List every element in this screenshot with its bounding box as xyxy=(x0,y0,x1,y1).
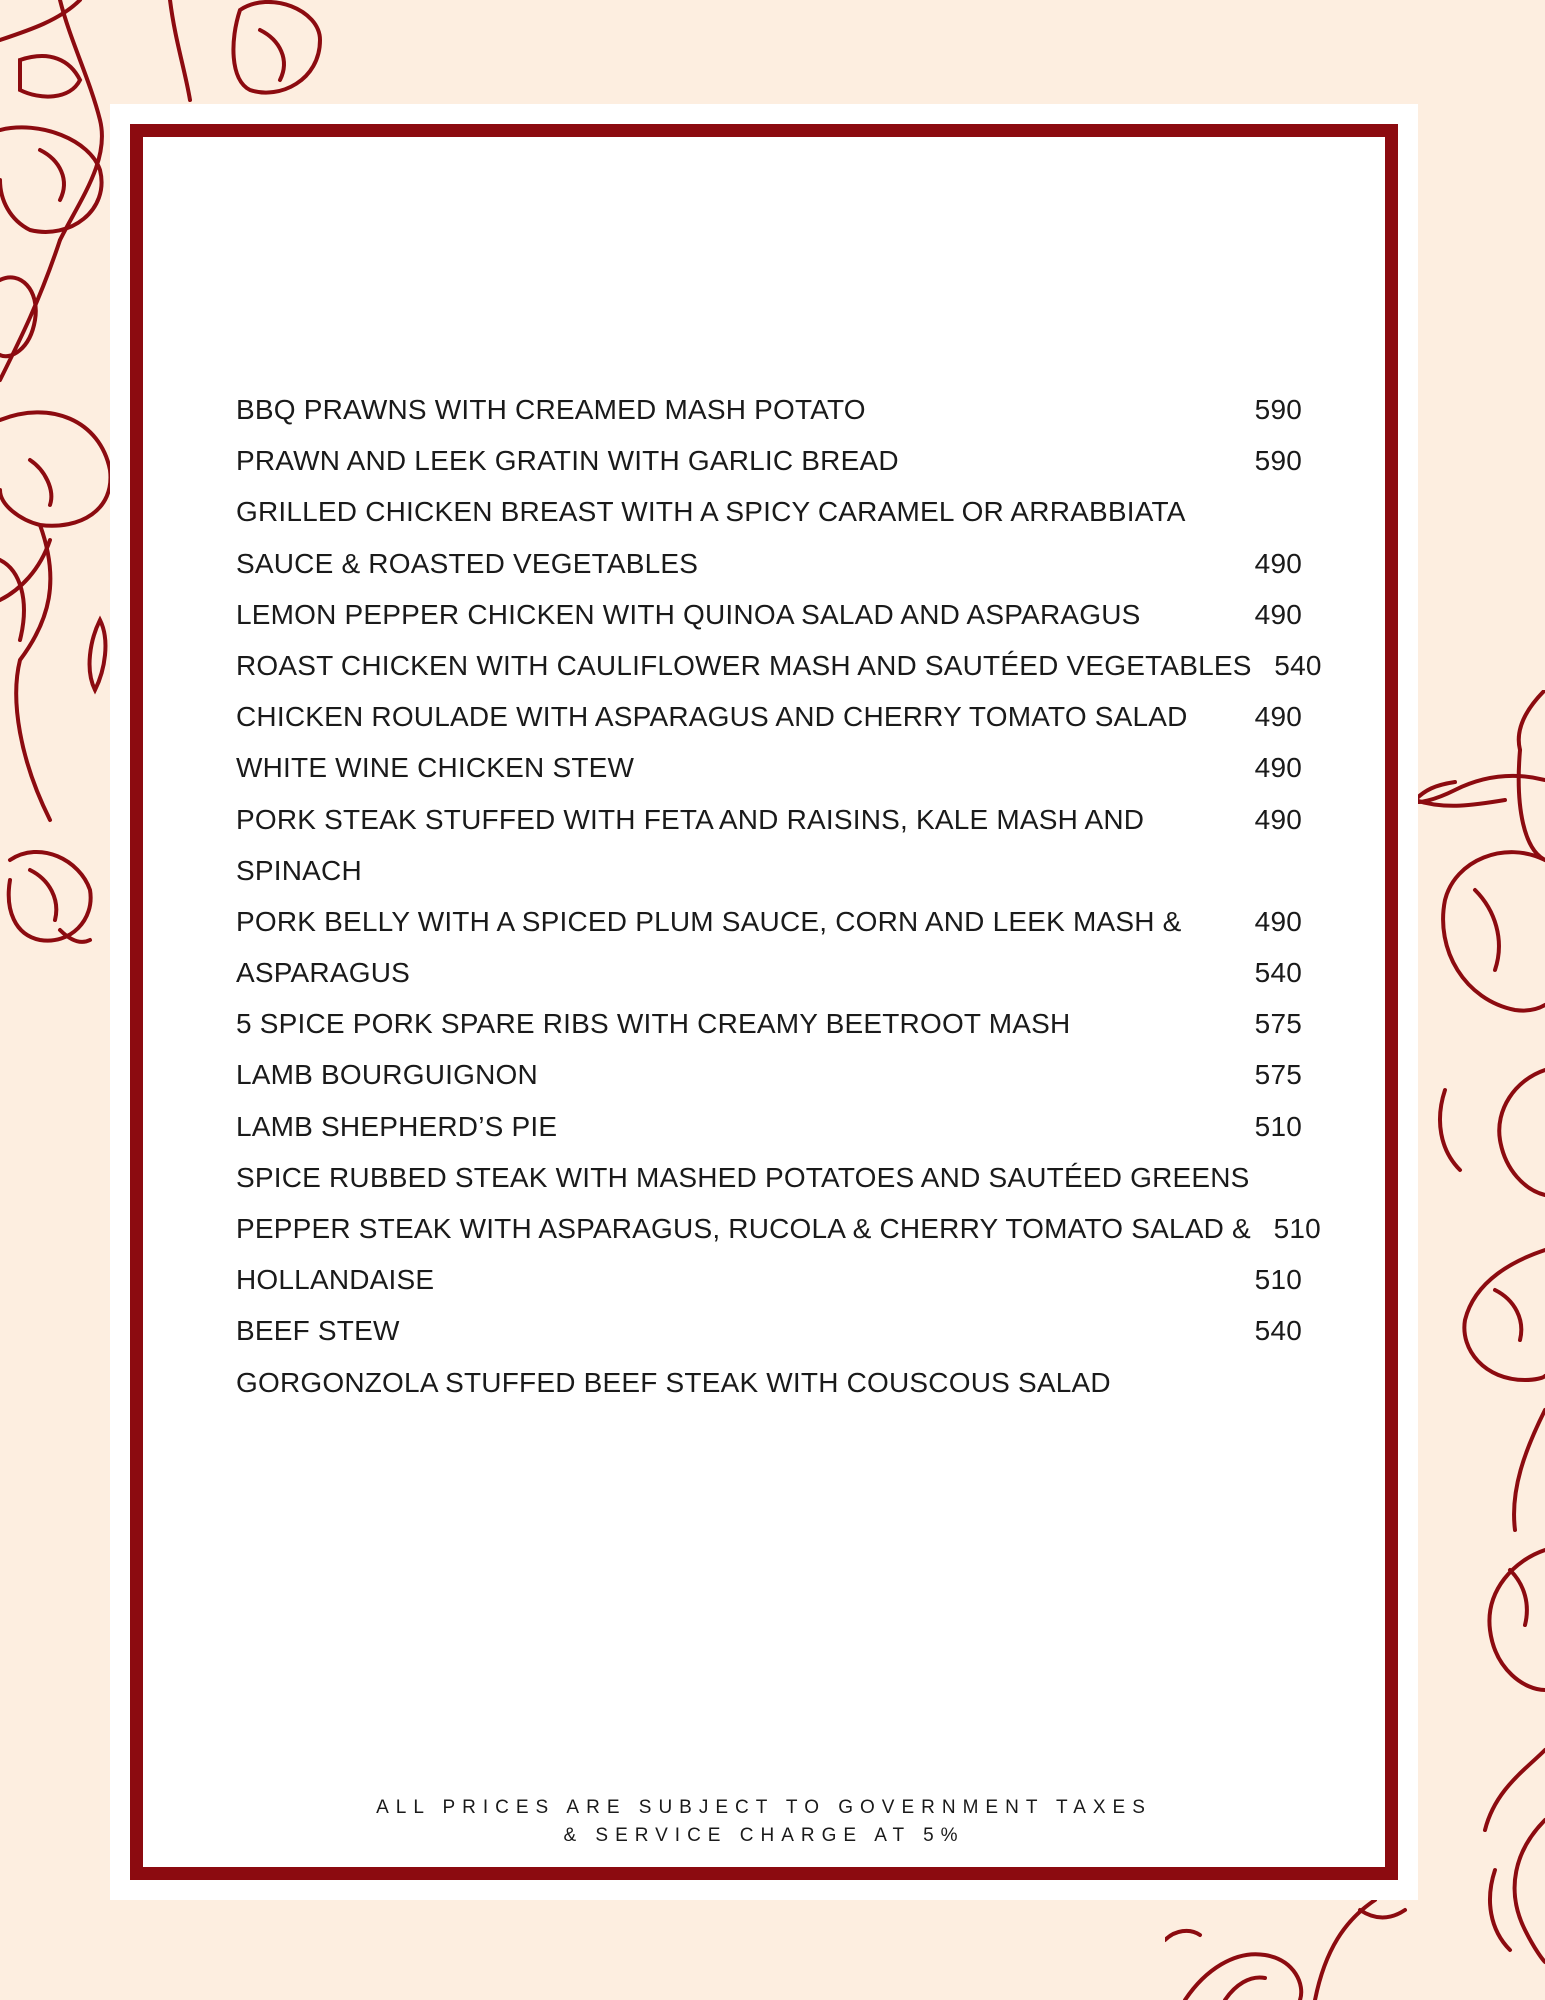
dish-name: SPINACH xyxy=(236,854,362,886)
dish-name: BBQ PRAWNS WITH CREAMED MASH POTATO xyxy=(236,394,866,425)
menu-row xyxy=(236,589,1302,640)
menu-row xyxy=(236,845,1302,896)
tax-footnote xyxy=(110,1794,1418,1850)
dish-price: 540 xyxy=(1254,1315,1302,1347)
dish-name: LAMB SHEPHERD’S PIE xyxy=(236,1110,558,1142)
dish-name: GORGONZOLA STUFFED BEEF STEAK WITH COUSCOUS SALAD xyxy=(236,1366,1111,1398)
dish-name: BEEF STEW xyxy=(236,1315,400,1347)
menu-row xyxy=(236,896,1302,947)
dish-name: CHICKEN ROULADE WITH ASPARAGUS AND CHERRY TOMATO SALAD xyxy=(236,701,1188,733)
dish-price: 510 xyxy=(1254,1264,1302,1296)
dish-name: PEPPER STEAK WITH ASPARAGUS, RUCOLA & CHERRY TOMATO SALAD & xyxy=(236,1213,1251,1244)
menu-row xyxy=(236,538,1302,589)
dish-name: 5 SPICE PORK SPARE RIBS WITH CREAMY BEETROOT MASH xyxy=(236,1008,1071,1040)
footnote-line-2: & SERVICE CHARGE AT 5% xyxy=(563,1825,965,1846)
dish-price: 540 xyxy=(1274,649,1322,681)
dish-price: 490 xyxy=(1254,803,1302,835)
dish-name: ASPARAGUS xyxy=(236,957,410,989)
dish-price: 490 xyxy=(1254,752,1302,784)
floral-ornament-icon xyxy=(1415,690,1545,2000)
dish-name: LAMB BOURGUIGNON xyxy=(236,1059,538,1091)
dish-price: 540 xyxy=(1254,957,1302,989)
dish-price: 490 xyxy=(1254,905,1302,937)
dish-price: 510 xyxy=(1273,1213,1321,1244)
dish-price: 510 xyxy=(1254,1110,1302,1142)
menu-row xyxy=(236,384,1302,435)
dish-price: 575 xyxy=(1254,1059,1302,1091)
floral-ornament-icon xyxy=(1165,1890,1425,2000)
dish-name: SAUCE & ROASTED VEGETABLES xyxy=(236,547,699,579)
dish-name: HOLLANDAISE xyxy=(236,1264,435,1296)
dish-name: LEMON PEPPER CHICKEN WITH QUINOA SALAD AND ASPARAGUS xyxy=(236,598,1141,630)
dish-name: GRILLED CHICKEN BREAST WITH A SPICY CARAMEL OR ARRABBIATA xyxy=(236,496,1186,528)
menu-row xyxy=(236,742,1302,793)
menu-row xyxy=(236,1203,1321,1254)
dish-price: 490 xyxy=(1254,701,1302,733)
menu-row xyxy=(236,435,1302,486)
menu-row xyxy=(236,794,1302,845)
dish-price: 575 xyxy=(1254,1008,1302,1040)
dish-price: 490 xyxy=(1254,547,1302,579)
dish-price: 490 xyxy=(1254,598,1302,630)
dish-name: WHITE WINE CHICKEN STEW xyxy=(236,752,635,784)
menu-card xyxy=(110,104,1418,1900)
menu-row xyxy=(236,691,1302,742)
menu-row xyxy=(236,1152,1302,1203)
dish-name: PORK STEAK STUFFED WITH FETA AND RAISINS, KALE MASH AND xyxy=(236,803,1145,835)
menu-row xyxy=(236,1101,1302,1152)
menu-row xyxy=(236,1049,1302,1100)
menu-row xyxy=(236,1305,1302,1356)
dish-name: PRAWN AND LEEK GRATIN WITH GARLIC BREAD xyxy=(236,445,899,477)
dish-name: ROAST CHICKEN WITH CAULIFLOWER MASH AND SAUTÉED VEGETABLES xyxy=(236,649,1252,681)
menu-row xyxy=(236,1254,1302,1305)
footnote-line-1: ALL PRICES ARE SUBJECT TO GOVERNMENT TAXES xyxy=(376,1797,1152,1818)
menu-list xyxy=(236,384,1322,1408)
dish-price: 590 xyxy=(1254,445,1302,477)
dish-name: SPICE RUBBED STEAK WITH MASHED POTATOES AND SAUTÉED GREENS xyxy=(236,1161,1250,1193)
menu-row xyxy=(236,947,1302,998)
dish-price: 590 xyxy=(1254,394,1302,425)
menu-row xyxy=(236,998,1302,1049)
menu-row xyxy=(236,1357,1302,1408)
dish-name: PORK BELLY WITH A SPICED PLUM SAUCE, CORN AND LEEK MASH & xyxy=(236,905,1182,937)
menu-row xyxy=(236,640,1322,691)
menu-row xyxy=(236,486,1302,537)
